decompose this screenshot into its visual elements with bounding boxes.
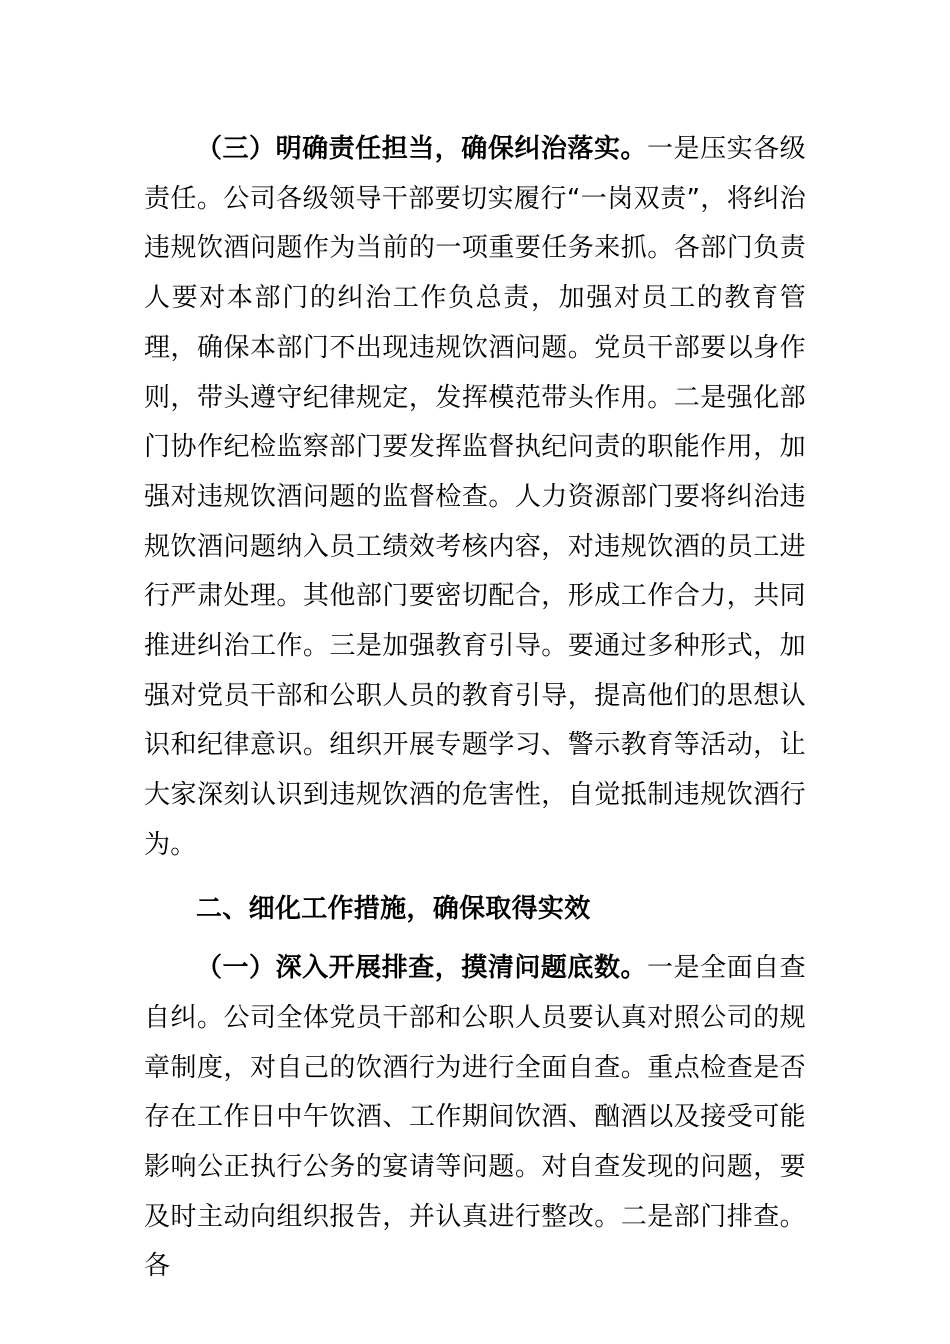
paragraph-lead-heading: （三）明确责任担当，确保纠治落实。 [196, 134, 648, 164]
paragraph-lead-heading: （一）深入开展排查，摸清问题底数。 [196, 953, 648, 984]
section-heading: 二、细化工作措施，确保取得实效 [196, 893, 591, 924]
paragraph-responsibility [144, 125, 806, 871]
paragraph-investigation [144, 944, 806, 1292]
paragraph-body: 一是全面自查自纠。公司全体党员干部和公职人员要认真对照公司的规章制度，对自己的饮酒行为进行全面自查。重点检查是否存在工作日中午饮酒、工作期间饮酒、酗酒以及接受可能影响公正执行公务的宴请等问题。对自查发现的问题，要及时主动向组织报告，并认真进行整改。二是部门排查。各 [144, 953, 806, 1282]
paragraph-body: 一是压实各级责任。公司各级领导干部要切实履行“一岗双责”，将纠治违规饮酒问题作为当前的一项重要任务来抓。各部门负责人要对本部门的纠治工作负总责，加强对员工的教育管理，确保本部门不出现违规饮酒问题。党员干部要以身作则，带头遵守纪律规定，发挥模范带头作用。二是强化部门协作纪检监察部门要发挥监督执纪问责的职能作用，加强对违规饮酒问题的监督检查。人力资源部门要将纠治违规饮酒问题纳入员工绩效考核内容，对违规饮酒的员工进行严肃处理。其他部门要密切配合，形成工作合力，共同推进纠治工作。三是加强教育引导。要通过多种形式，加强对党员干部和公职人员的教育引导，提高他们的思想认识和纪律意识。组织开展专题学习、警示教育等活动，让大家深刻认识到违规饮酒的危害性，自觉抵制违规饮酒行为。 [144, 134, 806, 860]
document-page [144, 125, 806, 1292]
